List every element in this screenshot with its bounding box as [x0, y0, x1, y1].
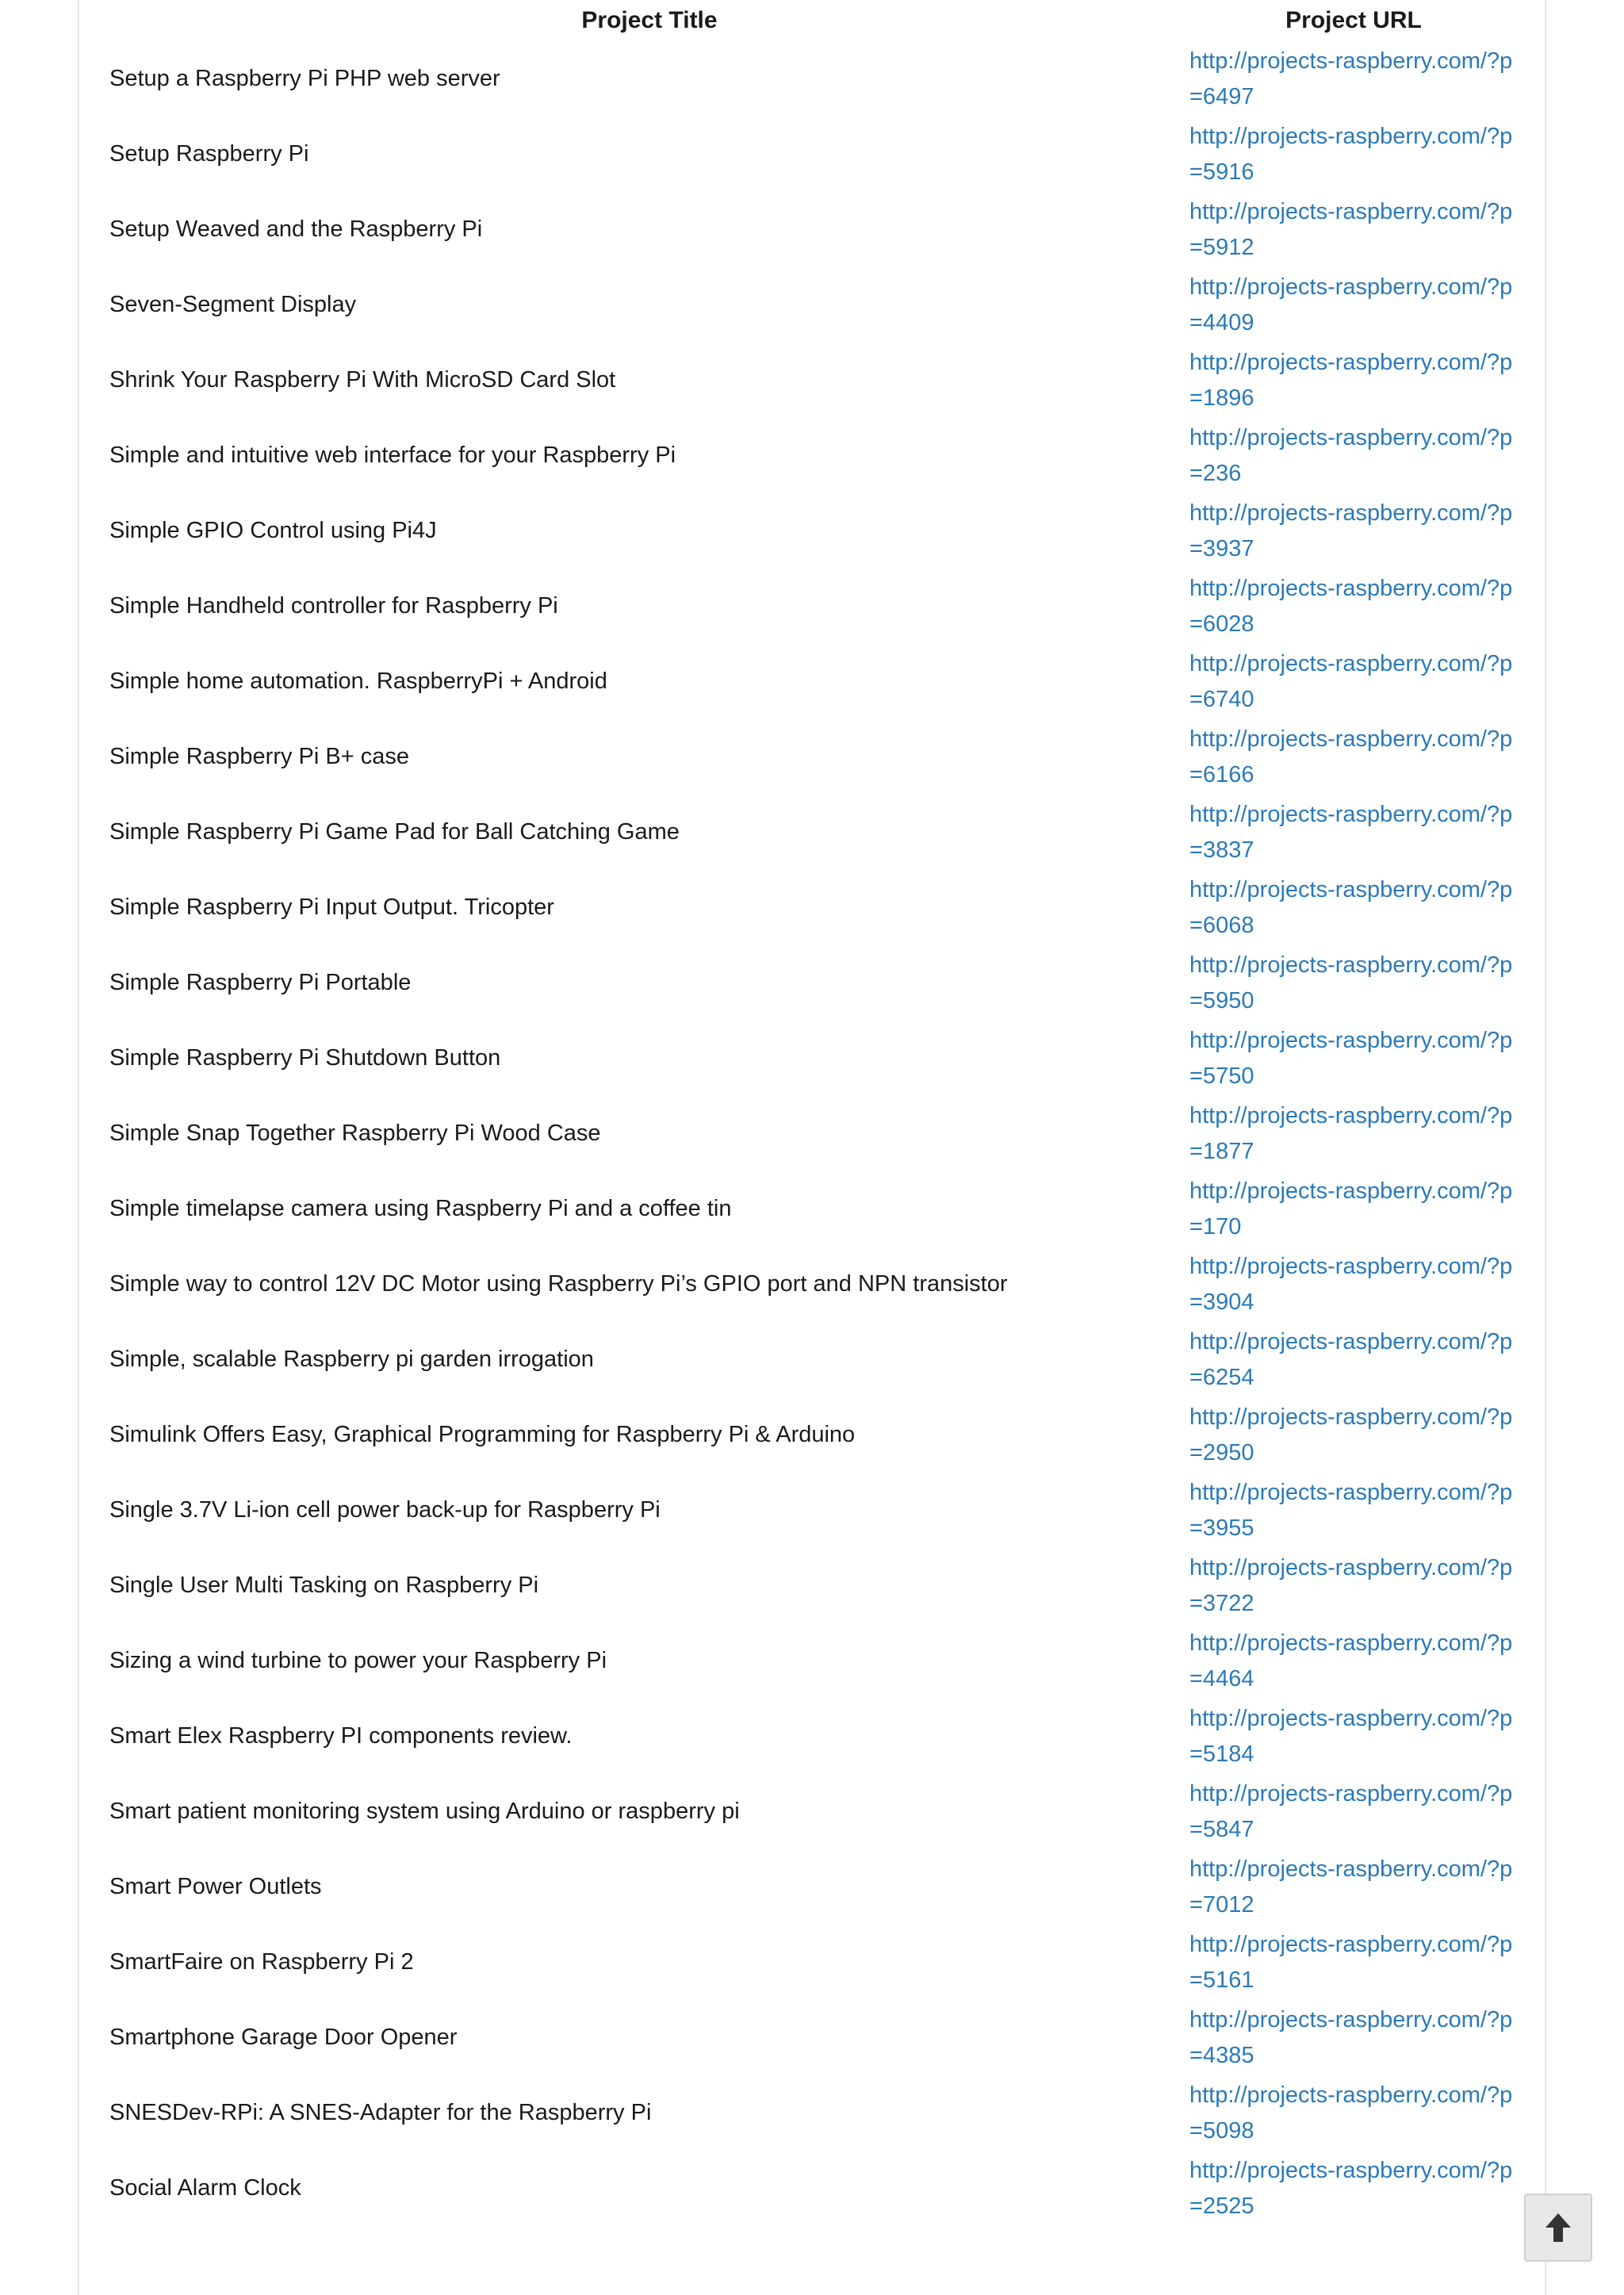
project-title-cell: Single User Multi Tasking on Raspberry Pi [109, 1573, 539, 1598]
project-url-link[interactable]: http://projects-raspberry.com/?p=5184 [1189, 1705, 1513, 1767]
project-url-link[interactable]: http://projects-raspberry.com/?p=5098 [1189, 2082, 1513, 2144]
project-url-link[interactable]: http://projects-raspberry.com/?p=6254 [1189, 1328, 1513, 1390]
project-url-cell [1189, 418, 1518, 493]
table-row [109, 493, 1518, 569]
project-url-link[interactable]: http://projects-raspberry.com/?p=5750 [1189, 1027, 1513, 1089]
project-url-cell [1189, 41, 1518, 117]
project-url-cell [1189, 795, 1518, 870]
table-row [109, 117, 1518, 192]
table-row [109, 1925, 1518, 2000]
table-row [109, 192, 1518, 267]
project-title-cell: Single 3.7V Li-ion cell power back-up for Raspberry Pi [109, 1497, 661, 1523]
project-url-cell [1189, 1849, 1518, 1925]
project-url-cell [1189, 1548, 1518, 1623]
table-row [109, 1171, 1518, 1247]
project-url-cell [1189, 2000, 1518, 2075]
project-title-cell: Simple home automation. RaspberryPi + Android [109, 669, 607, 694]
project-title-cell: Setup a Raspberry Pi PHP web server [109, 66, 500, 91]
table-row [109, 1623, 1518, 1699]
project-title-cell: Shrink Your Raspberry Pi With MicroSD Card Slot [109, 367, 616, 393]
project-url-link[interactable]: http://projects-raspberry.com/?p=5161 [1189, 1931, 1513, 1993]
project-url-link[interactable]: http://projects-raspberry.com/?p=7012 [1189, 1856, 1513, 1918]
table-row [109, 1473, 1518, 1548]
table-row [109, 1849, 1518, 1925]
table-row [109, 1699, 1518, 1774]
project-url-link[interactable]: http://projects-raspberry.com/?p=5912 [1189, 198, 1513, 260]
project-url-cell [1189, 1322, 1518, 1397]
project-title-cell: Smart Elex Raspberry PI components review. [109, 1723, 573, 1749]
project-url-link[interactable]: http://projects-raspberry.com/?p=2525 [1189, 2157, 1513, 2219]
project-url-cell [1189, 1699, 1518, 1774]
project-url-cell [1189, 1247, 1518, 1322]
project-url-link[interactable]: http://projects-raspberry.com/?p=1896 [1189, 349, 1513, 411]
project-title-cell: Simple way to control 12V DC Motor using Raspberry Pi’s GPIO port and NPN transistor [109, 1271, 1008, 1297]
project-url-link[interactable]: http://projects-raspberry.com/?p=3937 [1189, 500, 1513, 561]
project-url-link[interactable]: http://projects-raspberry.com/?p=2950 [1189, 1404, 1513, 1466]
project-url-link[interactable]: http://projects-raspberry.com/?p=5916 [1189, 123, 1513, 185]
project-title-cell: Setup Weaved and the Raspberry Pi [109, 216, 483, 242]
project-url-cell [1189, 870, 1518, 945]
project-url-cell [1189, 2151, 1518, 2226]
project-title-cell: SmartFaire on Raspberry Pi 2 [109, 1949, 414, 1975]
project-url-link[interactable]: http://projects-raspberry.com/?p=6740 [1189, 650, 1513, 712]
project-title-cell: Simple Raspberry Pi Game Pad for Ball Catching Game [109, 819, 680, 845]
table-header-row [109, 0, 1518, 41]
project-url-link[interactable]: http://projects-raspberry.com/?p=6497 [1189, 48, 1513, 109]
project-url-link[interactable]: http://projects-raspberry.com/?p=3722 [1189, 1554, 1513, 1616]
table-row [109, 870, 1518, 945]
table-row [109, 343, 1518, 418]
project-url-link[interactable]: http://projects-raspberry.com/?p=6028 [1189, 575, 1513, 637]
project-url-cell [1189, 117, 1518, 192]
table-row [109, 945, 1518, 1021]
arrow-up-icon [1544, 2212, 1572, 2243]
table-row [109, 1021, 1518, 1096]
table-row [109, 719, 1518, 795]
project-title-cell: Smart patient monitoring system using Arduino or raspberry pi [109, 1799, 740, 1824]
project-url-link[interactable]: http://projects-raspberry.com/?p=3837 [1189, 801, 1513, 863]
project-title-cell: Simulink Offers Easy, Graphical Programming for Raspberry Pi & Arduino [109, 1422, 856, 1447]
table-row [109, 1397, 1518, 1473]
project-title-cell: Simple Raspberry Pi Input Output. Tricopter [109, 895, 554, 920]
project-title-cell: Smartphone Garage Door Opener [109, 2025, 458, 2050]
project-url-link[interactable]: http://projects-raspberry.com/?p=4409 [1189, 274, 1513, 335]
project-url-cell [1189, 569, 1518, 644]
project-url-cell [1189, 192, 1518, 267]
project-url-cell [1189, 267, 1518, 343]
project-url-cell [1189, 493, 1518, 569]
project-url-link[interactable]: http://projects-raspberry.com/?p=236 [1189, 424, 1513, 486]
project-url-cell [1189, 1473, 1518, 1548]
project-title-cell: Simple GPIO Control using Pi4J [109, 518, 437, 543]
table-row [109, 1322, 1518, 1397]
project-url-link[interactable]: http://projects-raspberry.com/?p=4464 [1189, 1630, 1513, 1692]
project-url-cell [1189, 1925, 1518, 2000]
project-url-cell [1189, 1397, 1518, 1473]
column-header-project-title: Project Title [581, 7, 718, 33]
scroll-to-top-button[interactable] [1524, 2193, 1592, 2262]
table-row [109, 41, 1518, 117]
project-title-cell: Simple Raspberry Pi Shutdown Button [109, 1045, 501, 1071]
project-url-cell [1189, 1096, 1518, 1171]
project-title-cell: Simple and intuitive web interface for your Raspberry Pi [109, 443, 676, 468]
column-header-project-url: Project URL [1285, 7, 1422, 33]
project-title-cell: Seven-Segment Display [109, 292, 357, 317]
project-url-link[interactable]: http://projects-raspberry.com/?p=4385 [1189, 2006, 1513, 2068]
table-row [109, 1247, 1518, 1322]
table-row [109, 2075, 1518, 2151]
project-url-link[interactable]: http://projects-raspberry.com/?p=3904 [1189, 1253, 1513, 1315]
project-url-link[interactable]: http://projects-raspberry.com/?p=6166 [1189, 726, 1513, 787]
table-row [109, 795, 1518, 870]
project-url-cell [1189, 1171, 1518, 1247]
table-row [109, 1548, 1518, 1623]
project-url-cell [1189, 719, 1518, 795]
project-title-cell: Setup Raspberry Pi [109, 141, 309, 167]
project-title-cell: Simple, scalable Raspberry pi garden irrogation [109, 1347, 594, 1372]
table-row [109, 2151, 1518, 2226]
project-title-cell: Simple timelapse camera using Raspberry Pi and a coffee tin [109, 1196, 732, 1221]
project-url-link[interactable]: http://projects-raspberry.com/?p=5847 [1189, 1780, 1513, 1842]
project-title-cell: Social Alarm Clock [109, 2175, 301, 2201]
projects-table [109, 0, 1518, 2226]
project-title-cell: Simple Handheld controller for Raspberry Pi [109, 593, 558, 619]
project-url-link[interactable]: http://projects-raspberry.com/?p=3955 [1189, 1479, 1513, 1541]
project-url-cell [1189, 343, 1518, 418]
project-url-cell [1189, 644, 1518, 719]
project-url-link[interactable]: http://projects-raspberry.com/?p=1877 [1189, 1102, 1513, 1164]
table-body [109, 41, 1518, 2226]
project-url-cell [1189, 1774, 1518, 1849]
project-url-link[interactable]: http://projects-raspberry.com/?p=5950 [1189, 952, 1513, 1013]
project-url-link[interactable]: http://projects-raspberry.com/?p=170 [1189, 1178, 1513, 1239]
table-row [109, 644, 1518, 719]
project-title-cell: Simple Raspberry Pi B+ case [109, 744, 409, 769]
project-title-cell: SNESDev-RPi: A SNES-Adapter for the Raspberry Pi [109, 2100, 652, 2125]
project-title-cell: Simple Snap Together Raspberry Pi Wood Case [109, 1121, 601, 1146]
project-url-cell [1189, 945, 1518, 1021]
table-row [109, 569, 1518, 644]
project-url-link[interactable]: http://projects-raspberry.com/?p=6068 [1189, 876, 1513, 938]
project-url-cell [1189, 1021, 1518, 1096]
project-title-cell: Simple Raspberry Pi Portable [109, 970, 412, 995]
project-title-cell: Sizing a wind turbine to power your Raspberry Pi [109, 1648, 607, 1673]
table-row [109, 267, 1518, 343]
project-url-cell [1189, 1623, 1518, 1699]
content-panel [78, 0, 1546, 2295]
project-title-cell: Smart Power Outlets [109, 1874, 322, 1899]
table-row [109, 418, 1518, 493]
project-url-cell [1189, 2075, 1518, 2151]
table-row [109, 2000, 1518, 2075]
table-row [109, 1096, 1518, 1171]
table-row [109, 1774, 1518, 1849]
